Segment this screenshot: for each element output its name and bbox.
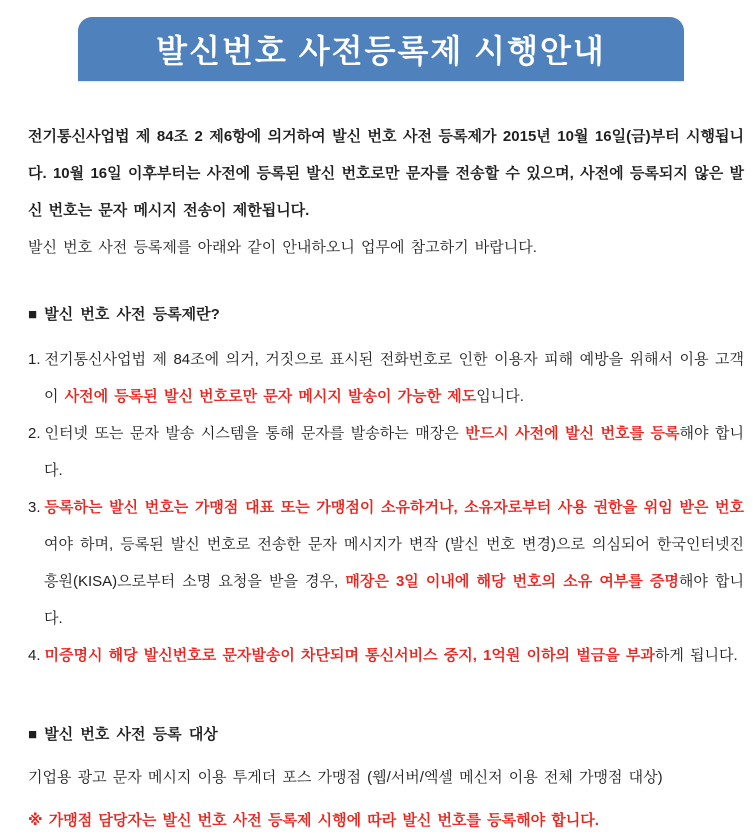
list-item-text: [44, 425, 744, 479]
emphasis-red-text: 반드시 사전에 발신 번호를 등록: [465, 425, 680, 442]
emphasis-red-text: 매장은 3일 이내에 해당 번호의 소유 여부를 증명: [345, 573, 679, 590]
list-item-text: [44, 499, 744, 627]
list-item-1: [28, 341, 744, 415]
body-text-segment: 인터넷 또는 문자 발송 시스템을 통해 문자를 발송하는 매장은: [44, 425, 466, 442]
list-item-text: [45, 647, 738, 664]
list-item-number: 2.: [28, 425, 41, 442]
page-title: 발신번호 사전등록제 시행안내: [156, 33, 606, 69]
emphasis-red-text: 미증명시 해당 발신번호로 문자발송이 차단되며 통신서비스 중지, 1억원 이하의 벌금을 부과: [44, 647, 655, 664]
body-text-segment: 전기통신사업법 제 84조에 의거, 거짓으로 표시된 전화번호로 인한 이용자 피해 예방을 위해서 이용 고객이: [44, 351, 744, 405]
body-text-segment: 해야 합니다.: [44, 573, 744, 627]
title-banner: [78, 17, 684, 81]
list-item-2: [28, 415, 744, 489]
intro-paragraph-normal: 발신 번호 사전 등록제를 아래와 같이 안내하오니 업무에 참고하기 바랍니다.: [28, 239, 537, 256]
intro-paragraph-bold: 전기통신사업법 제 84조 2 제6항에 의거하여 발신 번호 사전 등록제가 2015년 10월 16일(금)부터 시행됩니다. 10월 16일 이후부터는 사전에 등록된 발신 번호로만 문자를 전송할 수 있으며, 사전에 등록되지 않은 발신 번호는 문자 메시지 전송이 제한됩니다.: [28, 128, 744, 219]
target-paragraph: 기업용 광고 문자 메시지 이용 투게더 포스 가맹점 (웹/서버/엑셀 메신저 이용 전체 가맹점 대상): [28, 769, 663, 786]
list-item-4: [28, 637, 744, 674]
section1-heading: ■ 발신 번호 사전 등록제란?: [28, 306, 220, 323]
registration-info-list: [28, 341, 744, 674]
body-text-segment: 여야 하며, 등록된 발신 번호로 전송한 문자 메시지가 변작 (발신 번호 변경)으로 의심되어 한국인터넷진흥원(KISA)으로부터 소명 요청을 받을 경우,: [44, 536, 744, 590]
body-text-segment: 하게 됩니다.: [654, 647, 738, 664]
section2-heading: ■ 발신 번호 사전 등록 대상: [28, 726, 218, 743]
document-body: [0, 118, 753, 839]
list-item-3: [28, 489, 744, 637]
body-text-segment: 입니다.: [476, 388, 524, 405]
document-page: [0, 17, 753, 829]
red-notice: ※ 가맹점 담당자는 발신 번호 사전 등록제 시행에 따라 발신 번호를 등록해야 합니다.: [28, 812, 599, 829]
list-item-number: 3.: [28, 499, 41, 516]
list-item-number: 4.: [28, 647, 41, 664]
list-item-text: [44, 351, 744, 405]
list-item-number: 1.: [28, 351, 41, 368]
body-text-segment: 해야 합니다.: [44, 425, 744, 479]
emphasis-red-text: 사전에 등록된 발신 번호로만 문자 메시지 발송이 가능한 제도: [64, 388, 477, 405]
emphasis-red-text: 등록하는 발신 번호는 가맹점 대표 또는 가맹점이 소유하거나, 소유자로부터 사용 권한을 위임 받은 번호: [44, 499, 744, 516]
